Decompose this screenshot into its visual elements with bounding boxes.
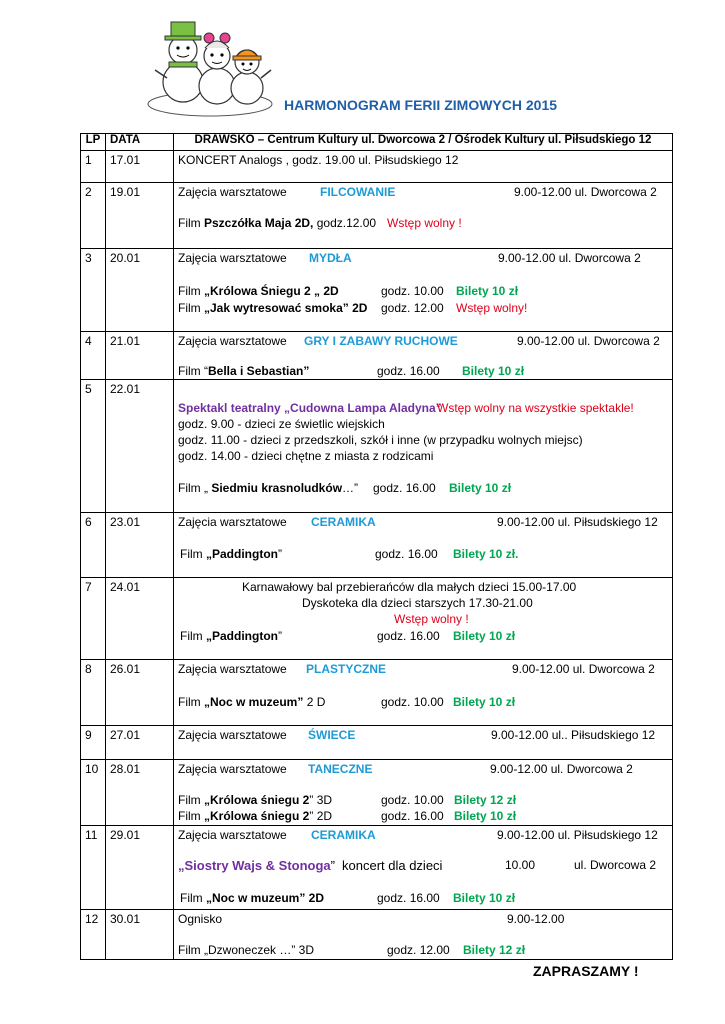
- workshop-topic: ŚWIECE: [308, 728, 356, 742]
- workshop-topic: MYDŁA: [309, 251, 352, 265]
- row-date: 30.01: [110, 912, 141, 926]
- row-number: 5: [85, 382, 92, 396]
- workshop-label: Zajęcia warsztatowe: [178, 762, 287, 776]
- film-note: Bilety 10 zł: [462, 364, 525, 378]
- film-prefix: Film „: [178, 481, 212, 495]
- film-title: „Paddington: [206, 547, 278, 561]
- film-time: godz. 16.00: [375, 547, 438, 561]
- show-title: Spektakl teatralny „Cudowna Lampa Aladyna”: [178, 401, 442, 415]
- film-prefix: Film: [178, 301, 204, 315]
- workshop-topic: CERAMIKA: [311, 828, 376, 842]
- film-title: „Noc w muzeum”: [204, 695, 304, 709]
- row-number: 9: [85, 728, 92, 742]
- workshop-time: 9.00-12.00 ul. Piłsudskiego 12: [497, 828, 658, 842]
- snowmen-logo: [145, 12, 275, 118]
- film-suffix: ” 3D: [309, 793, 333, 807]
- free-entry-note: Wstęp wolny !: [394, 612, 469, 626]
- film-note: Wstęp wolny !: [387, 216, 462, 230]
- film-prefix: Film: [180, 547, 206, 561]
- film-prefix: Film: [178, 284, 204, 298]
- film-prefix: Film “: [178, 364, 208, 378]
- event-text: KONCERT Analogs , godz. 19.00 ul. Piłsudskiego 12: [178, 153, 459, 167]
- film-note: Bilety 10 zł: [456, 284, 519, 298]
- table-row: [81, 380, 673, 513]
- workshop-topic: PLASTYCZNE: [306, 662, 387, 676]
- film-line: [178, 301, 367, 315]
- row-number: 3: [85, 251, 92, 265]
- row-number: 10: [85, 762, 99, 776]
- film-note: Bilety 10 zł: [453, 629, 516, 643]
- table-row: [81, 513, 673, 578]
- row-date: 24.01: [110, 580, 141, 594]
- film-note: Bilety 10 zł: [454, 809, 517, 823]
- film-time: godz.12.00: [313, 216, 377, 230]
- row-number: 2: [85, 185, 92, 199]
- workshop-label: Zajęcia warsztatowe: [178, 185, 287, 199]
- table-row: [81, 332, 673, 380]
- table-row: [81, 826, 673, 910]
- row-number: 6: [85, 515, 92, 529]
- workshop-label: Zajęcia warsztatowe: [178, 251, 287, 265]
- film-suffix: ” 2D: [309, 809, 333, 823]
- workshop-topic: TANECZNE: [308, 762, 373, 776]
- header-date: DATA: [106, 134, 174, 151]
- workshop-time: 9.00-12.00 ul. Piłsudskiego 12: [497, 515, 658, 529]
- table-row: [81, 760, 673, 826]
- film-title: „Paddington: [206, 629, 278, 643]
- film-time: godz. 16.00: [377, 364, 440, 378]
- film-note: Bilety 12 zł: [454, 793, 517, 807]
- workshop-topic: FILCOWANIE: [320, 185, 396, 199]
- film-prefix: Film: [178, 216, 204, 230]
- row-date: 29.01: [110, 828, 141, 842]
- film-title: „Królowa Śniegu 2 „ 2D: [204, 284, 339, 298]
- bonfire-label: Ognisko: [178, 912, 223, 926]
- film-time: godz. 16.00: [373, 481, 436, 495]
- film-line: [180, 629, 282, 643]
- row-number: 4: [85, 334, 92, 348]
- table-row: [81, 151, 673, 183]
- concert-title: „Siostry Wajs & Stonoga: [178, 858, 331, 873]
- schedule-table: [80, 133, 673, 960]
- workshop-label: Zajęcia warsztatowe: [178, 728, 287, 742]
- concert-label: koncert dla dzieci: [342, 858, 443, 873]
- film-line: [178, 809, 332, 823]
- page-title: HARMONOGRAM FERII ZIMOWYCH 2015: [284, 97, 558, 113]
- bonfire-time: 9.00-12.00: [507, 912, 565, 926]
- film-title: „Królowa śniegu 2: [204, 793, 310, 807]
- film-note: Bilety 10 zł: [449, 481, 512, 495]
- row-date: 23.01: [110, 515, 141, 529]
- film-title: Siedmiu krasnoludków: [211, 481, 343, 495]
- workshop-time: 9.00-12.00 ul. Dworcowa 2: [514, 185, 657, 199]
- table-row: [81, 578, 673, 660]
- film-note: Bilety 10 zł: [453, 695, 516, 709]
- workshop-label: Zajęcia warsztatowe: [178, 662, 287, 676]
- table-row: [81, 249, 673, 332]
- film-note: Wstęp wolny!: [456, 301, 528, 315]
- concert-suffix: ”: [330, 858, 335, 873]
- header-lp: LP: [81, 134, 106, 151]
- film-note: Bilety 10 zł: [453, 891, 516, 905]
- row-number: 8: [85, 662, 92, 676]
- film-time: godz. 12.00: [381, 301, 444, 315]
- row-number: 7: [85, 580, 92, 594]
- table-header-row: [81, 134, 673, 151]
- film-suffix: ”: [278, 547, 282, 561]
- film-time: godz. 10.00: [381, 793, 444, 807]
- row-date: 17.01: [110, 153, 141, 167]
- row-date: 20.01: [110, 251, 141, 265]
- header-place: DRAWSKO – Centrum Kultury ul. Dworcowa 2 / Ośrodek Kultury ul. Piłsudskiego 12: [174, 134, 673, 151]
- table-row: [81, 183, 673, 249]
- film-title: Bella i Sebastian”: [208, 364, 310, 378]
- film-line: [178, 364, 309, 378]
- film-line: [178, 695, 325, 709]
- film-suffix: 2 D: [303, 695, 326, 709]
- concert-time: 10.00: [505, 858, 536, 872]
- show-slot: godz. 9.00 - dzieci ze świetlic wiejskich: [178, 417, 385, 431]
- workshop-topic: CERAMIKA: [311, 515, 376, 529]
- workshop-time: 9.00-12.00 ul. Dworcowa 2: [517, 334, 660, 348]
- table-row: [81, 726, 673, 760]
- show-slot: godz. 11.00 - dzieci z przedszkoli, szkół i inne (w przypadku wolnych miejsc): [178, 433, 583, 447]
- row-date: 19.01: [110, 185, 141, 199]
- film-time: godz. 10.00: [381, 284, 444, 298]
- film-line: Film „Dzwoneczek …” 3D: [178, 943, 315, 957]
- film-line: [180, 547, 282, 561]
- film-suffix: …”: [342, 481, 359, 495]
- film-time: godz. 16.00: [381, 809, 444, 823]
- film-title: „Noc w muzeum” 2D: [206, 891, 325, 905]
- film-prefix: Film: [178, 793, 204, 807]
- film-line: [178, 284, 339, 298]
- film-line: [178, 216, 376, 230]
- workshop-label: Zajęcia warsztatowe: [178, 828, 287, 842]
- workshop-label: Zajęcia warsztatowe: [178, 515, 287, 529]
- film-prefix: Film: [180, 629, 206, 643]
- workshop-time: 9.00-12.00 ul.. Piłsudskiego 12: [491, 728, 656, 742]
- row-number: 11: [85, 828, 98, 842]
- film-title: „Jak wytresować smoka” 2D: [204, 301, 368, 315]
- row-date: 28.01: [110, 762, 141, 776]
- film-time: godz. 16.00: [377, 629, 440, 643]
- film-title: „Królowa śniegu 2: [204, 809, 310, 823]
- workshop-time: 9.00-12.00 ul. Dworcowa 2: [490, 762, 633, 776]
- workshop-time: 9.00-12.00 ul. Dworcowa 2: [498, 251, 641, 265]
- workshop-label: Zajęcia warsztatowe: [178, 334, 287, 348]
- show-slot: godz. 14.00 - dzieci chętne z miasta z rodzicami: [178, 449, 434, 463]
- concert-line: [178, 858, 335, 873]
- table-row: [81, 910, 673, 960]
- footer-invite: ZAPRASZAMY !: [533, 963, 639, 979]
- film-line: [178, 481, 358, 495]
- film-prefix: Film: [180, 891, 206, 905]
- row-number: 12: [85, 912, 99, 926]
- film-suffix: ”: [278, 629, 282, 643]
- film-note: Bilety 12 zł: [463, 943, 526, 957]
- row-date: 27.01: [110, 728, 141, 742]
- concert-place: ul. Dworcowa 2: [574, 858, 657, 872]
- row-number: 1: [85, 153, 92, 167]
- row-date: 21.01: [110, 334, 141, 348]
- show-note: Wstęp wolny na wszystkie spektakle!: [437, 401, 634, 415]
- film-line: [180, 891, 324, 905]
- workshop-time: 9.00-12.00 ul. Dworcowa 2: [512, 662, 655, 676]
- film-line: [178, 793, 332, 807]
- film-prefix: Film: [178, 809, 204, 823]
- film-time: godz. 16.00: [377, 891, 440, 905]
- film-prefix: Film: [178, 695, 204, 709]
- film-time: godz. 12.00: [387, 943, 450, 957]
- carnival-line: Karnawałowy bal przebierańców dla małych dzieci 15.00-17.00: [242, 580, 577, 594]
- table-row: [81, 660, 673, 726]
- row-date: 26.01: [110, 662, 141, 676]
- film-time: godz. 10.00: [381, 695, 444, 709]
- disco-line: Dyskoteka dla dzieci starszych 17.30-21.00: [302, 596, 533, 610]
- film-note: Bilety 10 zł.: [453, 547, 519, 561]
- workshop-topic: GRY I ZABAWY RUCHOWE: [304, 334, 458, 348]
- film-title: Pszczółka Maja 2D,: [204, 216, 314, 230]
- row-date: 22.01: [110, 382, 141, 396]
